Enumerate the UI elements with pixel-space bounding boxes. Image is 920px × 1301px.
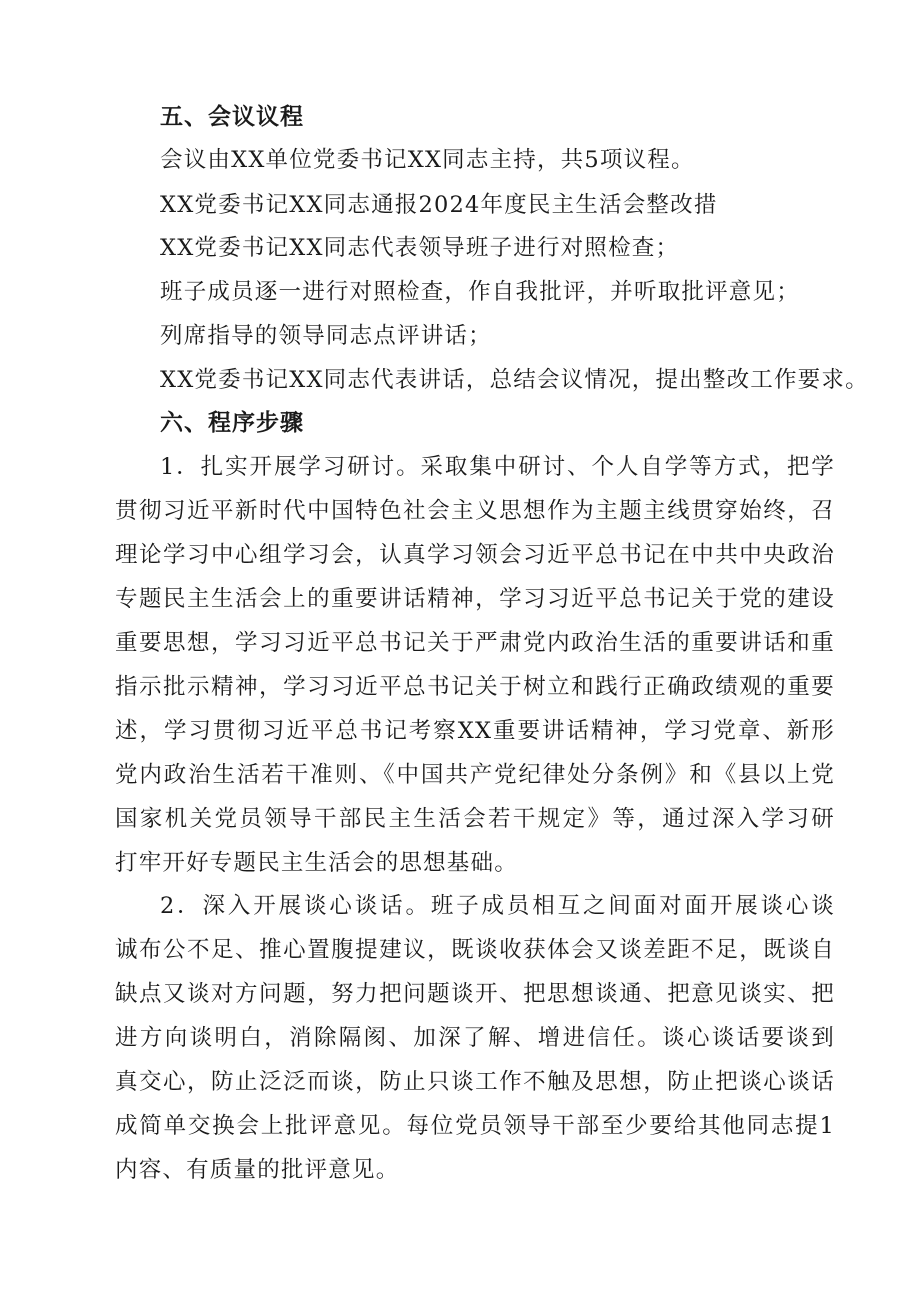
paragraph-line: 理论学习中心组学习会，认真学习领会习近平总书记在中共中央政治: [115, 542, 835, 568]
paragraph-line: 内容、有质量的批评意见。: [115, 1157, 400, 1183]
paragraph-line: 成简单交换会上批评意见。每位党员领导干部至少要给其他同志提1: [115, 1113, 835, 1139]
paragraph-line: 列席指导的领导同志点评讲话；: [160, 323, 492, 349]
paragraph-line: 会议由XX单位党委书记XX同志主持，共5项议程。: [160, 147, 695, 173]
paragraph-line: 诚布公不足、推心置腹提建议，既谈收获体会又谈差距不足，既谈自: [115, 937, 835, 963]
paragraph-line: 缺点又谈对方问题，努力把问题谈开、把思想谈通、把意见谈实、把: [115, 981, 835, 1007]
section-heading: 五、会议议程: [160, 104, 304, 130]
paragraph-line: XX党委书记XX同志代表讲话，总结会议情况，提出整改工作要求。: [160, 367, 869, 393]
paragraph-line: 贯彻习近平新时代中国特色社会主义思想作为主题主线贯穿始终，召: [115, 498, 835, 524]
paragraph-line: XX党委书记XX同志代表领导班子进行对照检查；: [160, 235, 680, 261]
paragraph-line: 述，学习贯彻习近平总书记考察XX重要讲话精神，学习党章、新形: [115, 718, 835, 744]
paragraph-line: 国家机关党员领导干部民主生活会若干规定》等，通过深入学习研: [115, 806, 835, 832]
paragraph-line: 打牢开好专题民主生活会的思想基础。: [115, 850, 518, 876]
paragraph-line: 党内政治生活若干准则、《中国共产党纪律处分条例》和《县以上党: [115, 762, 835, 788]
section-heading: 六、程序步骤: [160, 410, 304, 436]
paragraph-line: XX党委书记XX同志通报2024年度民主生活会整改措: [160, 192, 718, 218]
paragraph-line: 2．深入开展谈心谈话。班子成员相互之间面对面开展谈心谈: [160, 893, 835, 919]
paragraph-line: 真交心，防止泛泛而谈，防止只谈工作不触及思想，防止把谈心谈话: [115, 1069, 835, 1095]
paragraph-line: 班子成员逐一进行对照检查，作自我批评，并听取批评意见；: [160, 279, 800, 305]
paragraph-line: 进方向谈明白，消除隔阂、加深了解、增进信任。谈心谈话要谈到: [115, 1025, 835, 1051]
paragraph-line: 专题民主生活会上的重要讲话精神，学习习近平总书记关于党的建设: [115, 586, 835, 612]
paragraph-line: 1．扎实开展学习研讨。采取集中研讨、个人自学等方式，把学: [160, 454, 835, 480]
paragraph-line: 指示批示精神，学习习近平总书记关于树立和践行正确政绩观的重要: [115, 674, 835, 700]
paragraph-line: 重要思想，学习习近平总书记关于严肃党内政治生活的重要讲话和重: [115, 630, 835, 656]
